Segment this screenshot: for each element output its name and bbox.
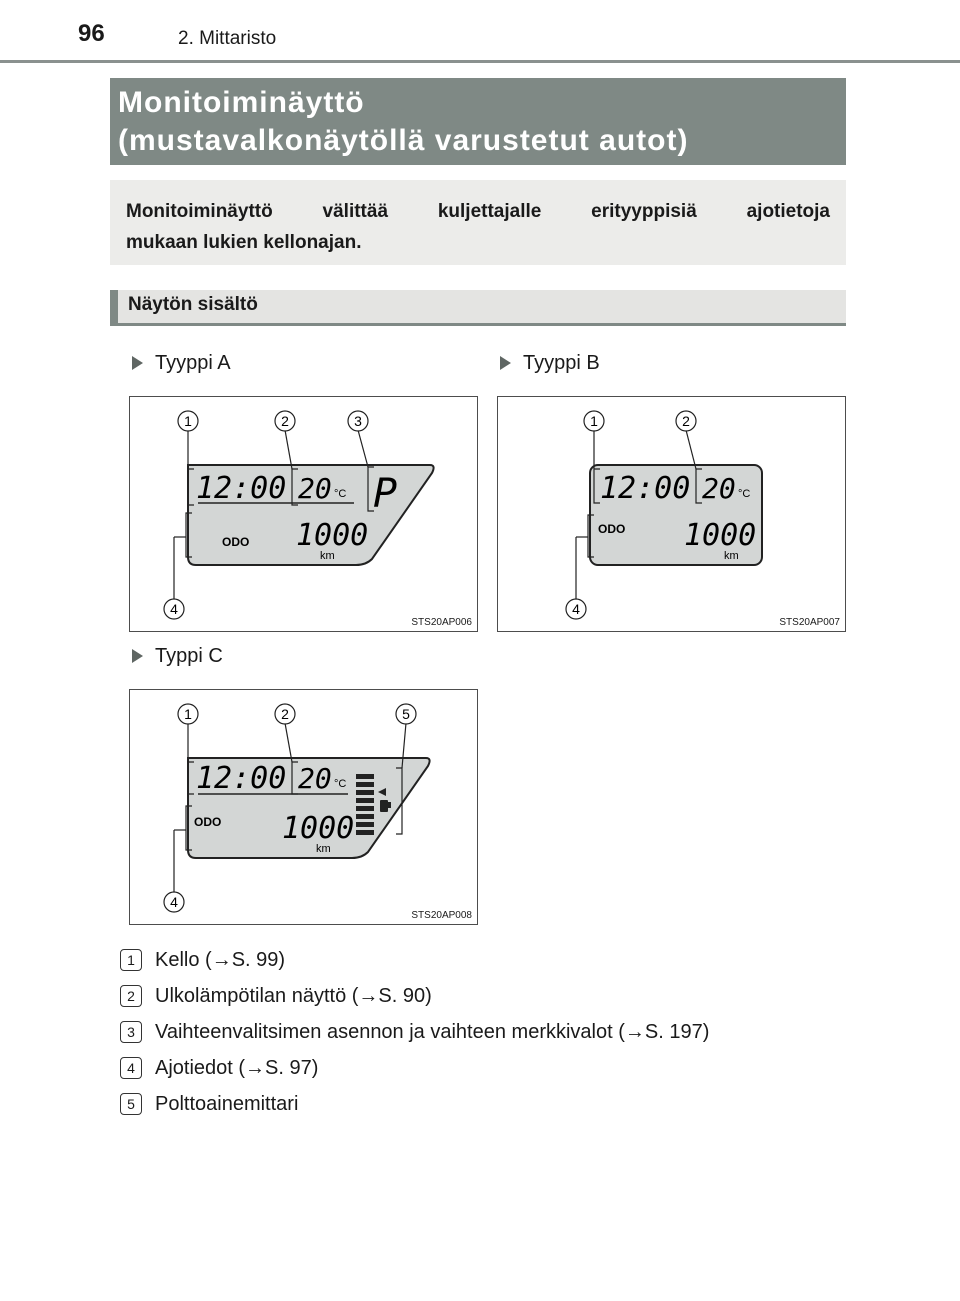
svg-text:4: 4 <box>170 601 178 617</box>
legend-item <box>120 978 709 1014</box>
legend-item <box>120 1014 709 1050</box>
callout-4 <box>164 892 184 912</box>
lcd-odo-value: 1000 <box>684 518 757 553</box>
lcd-odo-unit: km <box>320 550 335 562</box>
intro-box <box>110 180 846 265</box>
figure-label-text: Typpi C <box>155 645 223 667</box>
legend-number: 3 <box>120 1021 142 1043</box>
legend-text: Vaihteenvalitsimen asennon ja vaihteen merkkivalot (→S. 197) <box>155 1020 710 1043</box>
figure-label-b <box>500 352 600 375</box>
legend-text: Polttoainemittari <box>155 1092 299 1115</box>
lcd-clock: 12:00 <box>196 471 287 506</box>
lcd-clock: 12:00 <box>600 471 691 506</box>
lcd-clock: 12:00 <box>196 761 287 796</box>
figure-type-b <box>497 396 846 632</box>
title-box <box>110 78 846 165</box>
svg-text:1: 1 <box>184 413 192 429</box>
title-line-1: Monitoiminäyttö <box>118 86 365 119</box>
callout-2 <box>275 704 295 724</box>
lcd-temp: 20 <box>702 472 736 505</box>
legend-list <box>120 942 709 1122</box>
lcd-odo-value: 1000 <box>296 518 369 553</box>
callout-5 <box>396 704 416 724</box>
figure-label-text: Tyyppi A <box>155 352 231 374</box>
legend-text: Kello (→S. 99) <box>155 948 286 971</box>
intro-line-1: Monitoiminäyttö välittää kuljettajalle erityyppisiä ajotietoja <box>126 201 830 222</box>
legend-number: 5 <box>120 1093 142 1115</box>
figure-code: STS20AP006 <box>411 617 472 628</box>
legend-text: Ajotiedot (→S. 97) <box>155 1056 319 1079</box>
figure-label-a <box>132 352 231 375</box>
lcd-odo-unit: km <box>316 843 331 855</box>
lcd-temp-unit: °C <box>738 488 751 500</box>
svg-text:4: 4 <box>572 601 580 617</box>
section-heading: Näytön sisältö <box>110 290 846 326</box>
callout-2 <box>676 411 696 431</box>
svg-text:2: 2 <box>281 413 289 429</box>
lcd-temp-unit: °C <box>334 778 347 790</box>
legend-number: 4 <box>120 1057 142 1079</box>
lcd-odo-label: ODO <box>222 535 250 549</box>
title-line-2: (mustavalkonäytöllä varustetut autot) <box>118 124 689 157</box>
svg-text:1: 1 <box>184 706 192 722</box>
chapter-title: 2. Mittaristo <box>178 28 277 49</box>
triangle-bullet-icon <box>132 356 143 370</box>
header-rule <box>0 60 960 63</box>
lcd-odo-label: ODO <box>194 815 222 829</box>
svg-text:4: 4 <box>170 894 178 910</box>
lcd-odo-value: 1000 <box>282 811 355 846</box>
lcd-gear: P <box>373 471 398 517</box>
svg-text:5: 5 <box>402 706 410 722</box>
legend-item <box>120 1086 709 1122</box>
lcd-temp-unit: °C <box>334 488 347 500</box>
lcd-odo-label: ODO <box>598 522 626 536</box>
svg-text:2: 2 <box>281 706 289 722</box>
legend-number: 2 <box>120 985 142 1007</box>
lcd-temp: 20 <box>298 472 332 505</box>
callout-1 <box>584 411 604 431</box>
legend-number: 1 <box>120 949 142 971</box>
lcd-odo-unit: km <box>724 550 739 562</box>
callout-1 <box>178 704 198 724</box>
callout-4 <box>164 599 184 619</box>
legend-item <box>120 1050 709 1086</box>
figure-code: STS20AP008 <box>411 910 472 921</box>
callout-4 <box>566 599 586 619</box>
figure-type-c <box>129 689 478 925</box>
legend-item <box>120 942 709 978</box>
lcd-temp: 20 <box>298 762 332 795</box>
svg-text:2: 2 <box>682 413 690 429</box>
figure-label-c <box>132 645 223 668</box>
svg-text:1: 1 <box>590 413 598 429</box>
figure-type-a <box>129 396 478 632</box>
page-number: 96 <box>78 20 105 47</box>
triangle-bullet-icon <box>132 649 143 663</box>
legend-text: Ulkolämpötilan näyttö (→S. 90) <box>155 984 432 1007</box>
callout-3 <box>348 411 368 431</box>
figure-label-text: Tyyppi B <box>523 352 600 374</box>
triangle-bullet-icon <box>500 356 511 370</box>
figure-code: STS20AP007 <box>779 617 840 628</box>
intro-line-2: mukaan lukien kellonajan. <box>126 232 362 253</box>
svg-text:3: 3 <box>354 413 362 429</box>
callout-2 <box>275 411 295 431</box>
callout-1 <box>178 411 198 431</box>
